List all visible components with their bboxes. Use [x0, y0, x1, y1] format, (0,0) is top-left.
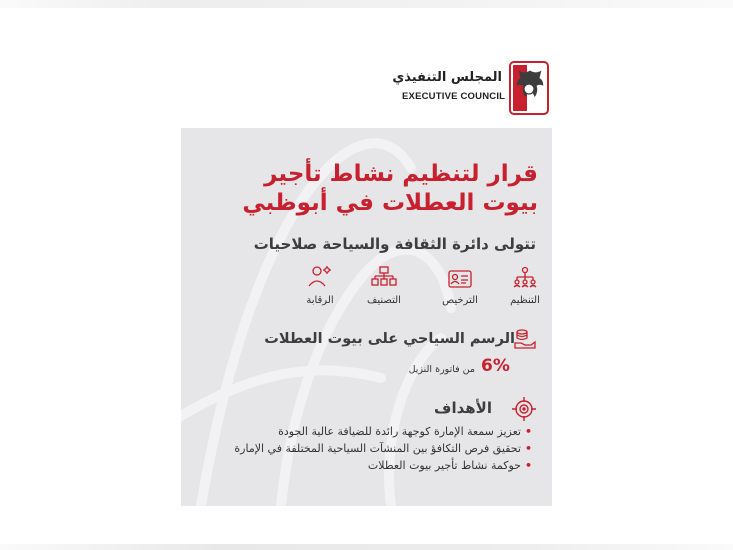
fee-percentage: 6%	[481, 356, 510, 376]
license-card-icon	[447, 268, 473, 290]
fee-heading: الرسم السياحي على بيوت العطلات	[264, 331, 515, 347]
hierarchy-icon	[371, 266, 397, 288]
power-label-licensing: الترخيص	[442, 295, 478, 306]
goal-text: تحقيق فرص التكافؤ بين المنشآت السياحية المختلفة في الإمارة	[234, 442, 521, 455]
title-line-1: قرار لتنظيم نشاط تأجير	[264, 161, 538, 187]
bullet-dot: •	[524, 459, 532, 472]
power-label-regulation: التنظيم	[510, 295, 540, 306]
goal-item	[192, 425, 532, 438]
bullet-dot: •	[524, 442, 532, 455]
target-icon	[511, 396, 537, 422]
goal-item	[192, 459, 532, 472]
falcon-emblem-icon	[509, 61, 549, 115]
powers-subtitle: تتولى دائرة الثقافة والسياحة صلاحيات	[253, 235, 536, 253]
power-label-classification: التصنيف	[367, 295, 401, 306]
goal-text: حوكمة نشاط تأجير بيوت العطلات	[367, 459, 521, 472]
org-people-icon	[512, 266, 538, 288]
supervisor-icon	[307, 265, 333, 287]
top-strip	[0, 0, 733, 8]
goals-heading: الأهداف	[434, 399, 492, 417]
coins-hand-icon	[514, 328, 536, 350]
bullet-dot: •	[524, 425, 532, 438]
title-line-2: بيوت العطلات في أبوظبي	[242, 190, 538, 216]
info-card	[181, 128, 552, 506]
org-name-arabic: المجلس التنفيذي	[392, 70, 502, 85]
goal-item	[192, 442, 532, 455]
fee-note: من فاتورة النزيل	[408, 364, 475, 375]
org-name-english: EXECUTIVE COUNCIL	[402, 91, 506, 102]
bottom-strip	[0, 544, 733, 550]
power-label-supervision: الرقابة	[306, 295, 334, 306]
goal-text: تعزيز سمعة الإمارة كوجهة رائدة للضيافة عالية الجودة	[278, 425, 521, 438]
